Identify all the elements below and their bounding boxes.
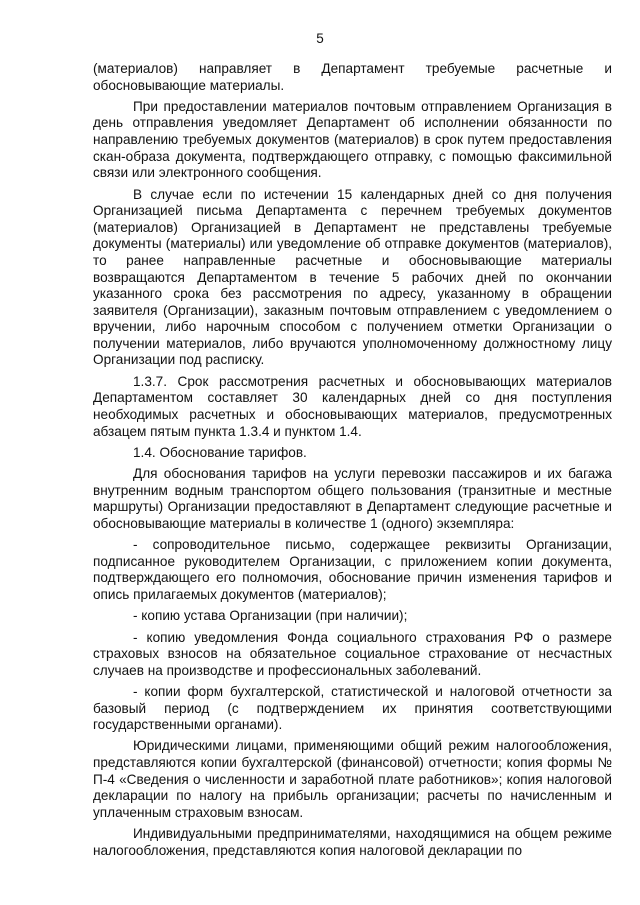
paragraph-legal-entities: Юридическими лицами, применяющими общий режим налогообложения, представляются копии бухгалтерской (финансовой) отчетности; копия формы № П-4 «Сведения о численности и заработной плате работников»; копия налоговой декларации по налогу на прибыль организации; расчеты по начисленным и уплаченным страховым взносам. [93, 738, 612, 820]
list-item-reporting-forms: - копии форм бухгалтерской, статистической и налоговой отчетности за базовый период (с подтверждением их принятия соответствующими государственными органами). [93, 683, 612, 733]
paragraph-individual-entrepreneurs: Индивидуальными предпринимателями, находящимися на общем режиме налогообложения, представляются копия налоговой декларации по [93, 826, 612, 858]
list-item-cover-letter: - сопроводительное письмо, содержащее реквизиты Организации, подписанное руководителем Организации, с приложением копии документа, подтверждающего его полномочия, обоснование причин изменения тарифов и опись прилагаемых документов (материалов); [93, 537, 612, 602]
paragraph-review-period: 1.3.7. Срок рассмотрения расчетных и обосновывающих материалов Департаментом составляет 30 календарных дней со дня поступления необходимых расчетных и обосновывающих материалов, предусмотренных абзацем пятым пункта 1.3.4 и пунктом 1.4. [93, 373, 612, 439]
page-number: 5 [316, 31, 324, 46]
paragraph-materials-sent: (материалов) направляет в Департамент требуемые расчетные и обосновывающие материалы. [93, 61, 612, 93]
section-heading-tariff-justification: 1.4. Обоснование тарифов. [133, 444, 307, 460]
document-body [93, 61, 612, 864]
list-item-charter-copy: - копию устава Организации (при наличии); [133, 608, 408, 624]
paragraph-tariff-justification: Для обоснования тарифов на услуги перевозки пассажиров и их багажа внутренним водным транспортом общего пользования (транзитные и местные маршруты) Организации предоставляют в Департамент следующие расчетные и обосновывающие материалы в количестве 1 (одного) экземпляра: [93, 466, 612, 531]
paragraph-materials-return: В случае если по истечении 15 календарных дней со дня получения Организацией письма Департамента с перечнем требуемых документов (материалов) Организацией в Департамент не представлены требуемые документы (материалы) или уведомление об отправке документов (материалов), то ранее направленные расчетные и обосновывающие материалы возвращаются Департаментом в течение 5 рабочих дней по окончании указанного срока без рассмотрения по адресу, указанному в обращении заявителя (Организации), заказным почтовым отправлением с уведомлением о вручении, либо нарочным способом с получением отметки Организации о получении материалов, либо вручаются уполномоченному должностному лицу Организации под расписку. [93, 186, 612, 368]
paragraph-postal-notification: При предоставлении материалов почтовым отправлением Организация в день отправления уведомляет Департамент об исполнении обязанности по направлению требуемых документов (материалов) в срок путем предоставления скан-образа документа, подтверждающего отправку, с помощью факсимильной связи или электронного сообщения. [93, 98, 612, 181]
list-item-social-insurance-notice: - копию уведомления Фонда социального страхования РФ о размере страховых взносов на обязательное социальное страхование от несчастных случаев на производстве и профессиональных заболеваний. [93, 629, 612, 678]
